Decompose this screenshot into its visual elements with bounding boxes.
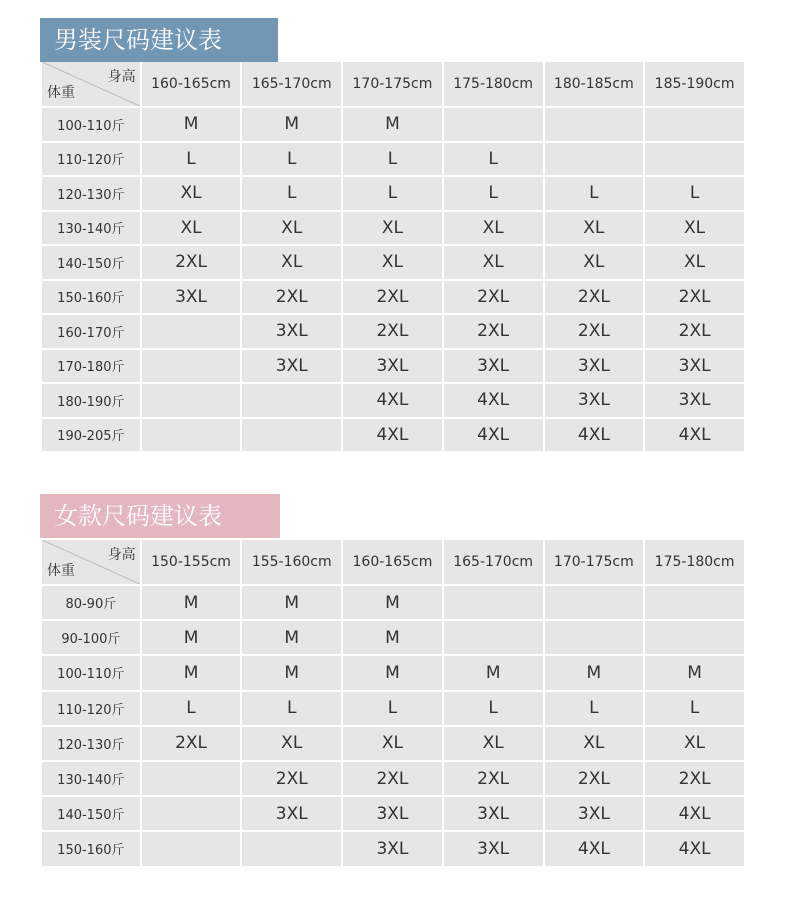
- weight-cell: 120-130斤: [42, 727, 140, 760]
- size-cell: XL: [242, 246, 341, 279]
- weight-cell: 160-170斤: [42, 315, 140, 348]
- women-header-row: [42, 540, 744, 584]
- size-cell: 2XL: [444, 281, 543, 314]
- size-cell: L: [142, 692, 241, 725]
- size-cell: [645, 143, 744, 176]
- size-cell: XL: [444, 727, 543, 760]
- size-cell: 4XL: [645, 419, 744, 452]
- size-cell: [545, 621, 644, 654]
- weight-cell: 130-140斤: [42, 212, 140, 245]
- size-cell: L: [545, 177, 644, 210]
- size-cell: M: [142, 108, 241, 141]
- size-cell: 3XL: [444, 832, 543, 865]
- size-cell: [242, 384, 341, 417]
- size-cell: 4XL: [645, 832, 744, 865]
- size-cell: XL: [645, 727, 744, 760]
- size-cell: XL: [142, 177, 241, 210]
- table-row: [42, 384, 744, 417]
- table-row: [42, 656, 744, 689]
- table-row: [42, 212, 744, 245]
- size-cell: 2XL: [343, 315, 442, 348]
- men-header-row: [42, 62, 744, 106]
- size-cell: 2XL: [142, 246, 241, 279]
- men-height-header: 170-175cm: [343, 62, 442, 106]
- size-cell: XL: [645, 246, 744, 279]
- weight-cell: 150-160斤: [42, 281, 140, 314]
- size-cell: M: [142, 586, 241, 619]
- table-row: [42, 692, 744, 725]
- men-height-header: 185-190cm: [645, 62, 744, 106]
- weight-cell: 170-180斤: [42, 350, 140, 383]
- table-row: [42, 832, 744, 865]
- size-cell: L: [645, 692, 744, 725]
- size-cell: [645, 108, 744, 141]
- women-height-header: 160-165cm: [343, 540, 442, 584]
- size-cell: 2XL: [645, 281, 744, 314]
- table-row: [42, 177, 744, 210]
- size-cell: [242, 419, 341, 452]
- table-row: [42, 350, 744, 383]
- size-cell: L: [343, 692, 442, 725]
- size-cell: XL: [142, 212, 241, 245]
- table-row: [42, 246, 744, 279]
- weight-cell: 100-110斤: [42, 656, 140, 689]
- weight-cell: 110-120斤: [42, 692, 140, 725]
- men-height-header: 180-185cm: [545, 62, 644, 106]
- men-size-title: 男装尺码建议表: [40, 18, 278, 62]
- weight-cell: 190-205斤: [42, 419, 140, 452]
- size-cell: XL: [343, 246, 442, 279]
- size-cell: 3XL: [343, 832, 442, 865]
- size-cell: XL: [545, 246, 644, 279]
- women-height-header: 150-155cm: [142, 540, 241, 584]
- women-size-title: 女款尺码建议表: [40, 494, 280, 538]
- size-cell: 2XL: [242, 281, 341, 314]
- women-weight-label: 体重: [47, 563, 75, 579]
- size-cell: 3XL: [242, 797, 341, 830]
- size-cell: [142, 797, 241, 830]
- size-cell: 2XL: [545, 281, 644, 314]
- weight-cell: 140-150斤: [42, 246, 140, 279]
- weight-cell: 180-190斤: [42, 384, 140, 417]
- women-height-header: 155-160cm: [242, 540, 341, 584]
- size-cell: L: [242, 143, 341, 176]
- size-cell: L: [444, 177, 543, 210]
- size-cell: L: [444, 692, 543, 725]
- table-row: [42, 281, 744, 314]
- size-cell: M: [242, 656, 341, 689]
- size-cell: 3XL: [645, 384, 744, 417]
- size-cell: L: [444, 143, 543, 176]
- size-cell: XL: [645, 212, 744, 245]
- size-cell: 3XL: [645, 350, 744, 383]
- size-cell: 3XL: [545, 350, 644, 383]
- size-cell: 2XL: [343, 762, 442, 795]
- size-cell: XL: [343, 212, 442, 245]
- size-cell: XL: [545, 212, 644, 245]
- weight-cell: 100-110斤: [42, 108, 140, 141]
- size-cell: M: [242, 586, 341, 619]
- size-cell: L: [343, 177, 442, 210]
- size-cell: 3XL: [545, 797, 644, 830]
- table-row: [42, 762, 744, 795]
- size-cell: 3XL: [142, 281, 241, 314]
- weight-cell: 140-150斤: [42, 797, 140, 830]
- women-size-table: [40, 538, 746, 868]
- size-cell: 3XL: [242, 350, 341, 383]
- size-cell: 4XL: [645, 797, 744, 830]
- weight-cell: 120-130斤: [42, 177, 140, 210]
- size-cell: M: [242, 621, 341, 654]
- table-row: [42, 419, 744, 452]
- size-cell: 4XL: [545, 419, 644, 452]
- size-cell: [444, 586, 543, 619]
- women-height-label: 身高: [107, 547, 136, 563]
- table-row: [42, 727, 744, 760]
- size-cell: [545, 143, 644, 176]
- size-cell: 3XL: [343, 797, 442, 830]
- size-cell: [142, 350, 241, 383]
- size-cell: 4XL: [444, 419, 543, 452]
- size-cell: [444, 621, 543, 654]
- weight-cell: 110-120斤: [42, 143, 140, 176]
- size-cell: XL: [242, 727, 341, 760]
- size-cell: XL: [444, 246, 543, 279]
- size-cell: L: [242, 692, 341, 725]
- size-cell: 3XL: [242, 315, 341, 348]
- size-cell: 2XL: [142, 727, 241, 760]
- men-height-label: 身高: [107, 69, 136, 85]
- size-cell: 3XL: [444, 797, 543, 830]
- size-cell: M: [343, 586, 442, 619]
- table-row: [42, 586, 744, 619]
- size-cell: XL: [545, 727, 644, 760]
- size-cell: 2XL: [645, 315, 744, 348]
- size-cell: 3XL: [444, 350, 543, 383]
- size-cell: 2XL: [242, 762, 341, 795]
- women-height-header: 170-175cm: [545, 540, 644, 584]
- size-cell: [444, 108, 543, 141]
- men-height-header: 160-165cm: [142, 62, 241, 106]
- size-cell: 3XL: [343, 350, 442, 383]
- men-weight-label: 体重: [47, 85, 75, 101]
- table-row: [42, 797, 744, 830]
- size-cell: [545, 586, 644, 619]
- size-cell: 4XL: [343, 419, 442, 452]
- women-corner-cell: [42, 540, 140, 584]
- size-cell: XL: [444, 212, 543, 245]
- men-height-header: 175-180cm: [444, 62, 543, 106]
- size-cell: [142, 762, 241, 795]
- size-cell: M: [242, 108, 341, 141]
- women-height-header: 175-180cm: [645, 540, 744, 584]
- size-cell: M: [343, 656, 442, 689]
- table-row: [42, 108, 744, 141]
- size-cell: [645, 586, 744, 619]
- size-cell: [142, 832, 241, 865]
- weight-cell: 130-140斤: [42, 762, 140, 795]
- weight-cell: 80-90斤: [42, 586, 140, 619]
- weight-cell: 90-100斤: [42, 621, 140, 654]
- women-height-header: 165-170cm: [444, 540, 543, 584]
- size-cell: [142, 384, 241, 417]
- size-cell: 2XL: [444, 762, 543, 795]
- men-height-header: 165-170cm: [242, 62, 341, 106]
- table-row: [42, 143, 744, 176]
- size-cell: L: [343, 143, 442, 176]
- size-cell: 2XL: [545, 315, 644, 348]
- size-cell: 4XL: [343, 384, 442, 417]
- size-cell: [142, 419, 241, 452]
- size-cell: M: [444, 656, 543, 689]
- weight-cell: 150-160斤: [42, 832, 140, 865]
- size-cell: 4XL: [545, 832, 644, 865]
- size-cell: L: [142, 143, 241, 176]
- size-cell: L: [545, 692, 644, 725]
- men-corner-cell: [42, 62, 140, 106]
- table-row: [42, 315, 744, 348]
- size-cell: M: [645, 656, 744, 689]
- size-cell: 2XL: [545, 762, 644, 795]
- size-cell: L: [242, 177, 341, 210]
- size-cell: 2XL: [645, 762, 744, 795]
- size-cell: XL: [343, 727, 442, 760]
- size-cell: 4XL: [444, 384, 543, 417]
- size-cell: XL: [242, 212, 341, 245]
- size-cell: 3XL: [545, 384, 644, 417]
- men-size-table: [40, 60, 746, 453]
- size-cell: 2XL: [444, 315, 543, 348]
- size-cell: [142, 315, 241, 348]
- size-cell: [545, 108, 644, 141]
- size-cell: [645, 621, 744, 654]
- size-cell: M: [343, 621, 442, 654]
- size-cell: 2XL: [343, 281, 442, 314]
- size-cell: M: [343, 108, 442, 141]
- size-cell: M: [545, 656, 644, 689]
- size-cell: M: [142, 621, 241, 654]
- size-cell: [242, 832, 341, 865]
- size-cell: M: [142, 656, 241, 689]
- size-cell: L: [645, 177, 744, 210]
- table-row: [42, 621, 744, 654]
